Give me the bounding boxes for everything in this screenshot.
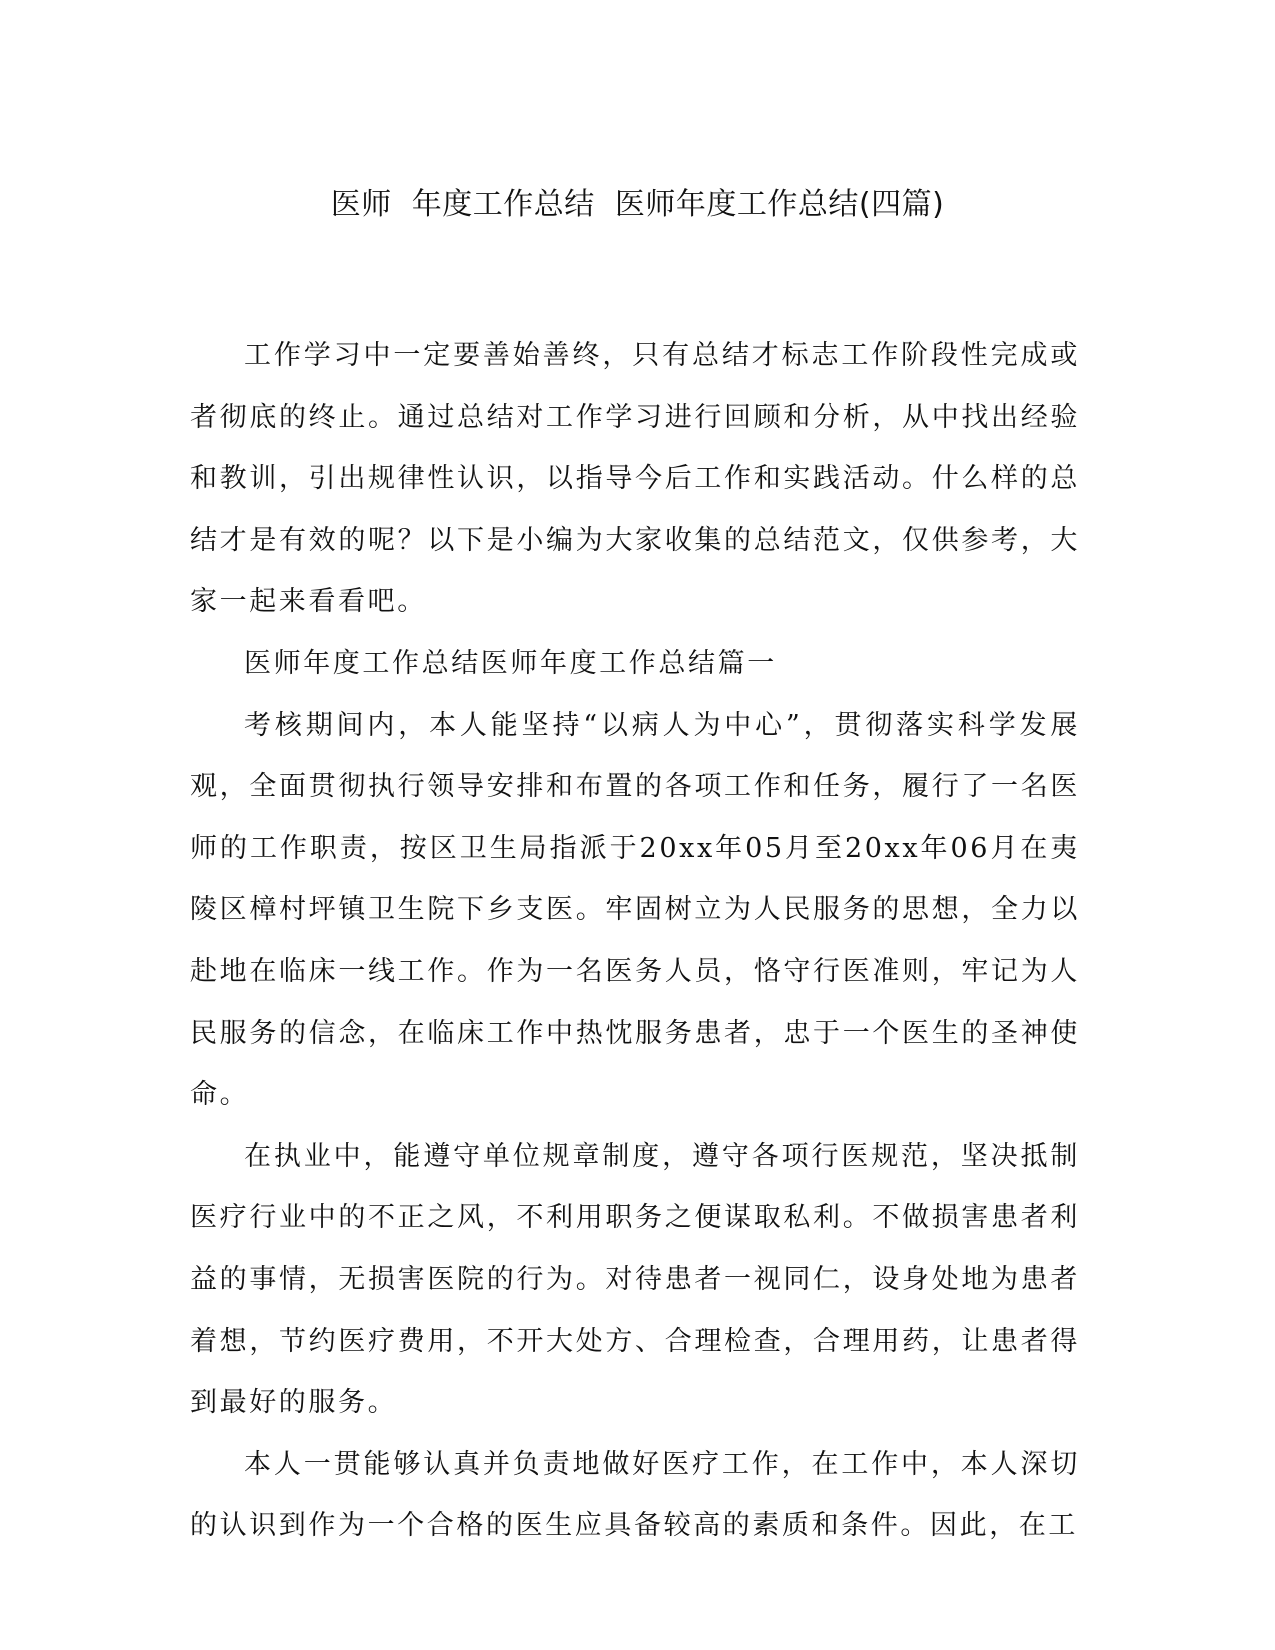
document-body [190,325,1080,1557]
paragraph-intro: 工作学习中一定要善始善终，只有总结才标志工作阶段性完成或者彻底的终止。通过总结对工作学习进行回顾和分析，从中找出经验和教训，引出规律性认识，以指导今后工作和实践活动。什么样的总结才是有效的呢？以下是小编为大家收集的总结范文，仅供参考，大家一起来看看吧。 [190,340,1080,618]
paragraph-assessment: 考核期间内，本人能坚持“以病人为中心”，贯彻落实科学发展观，全面贯彻执行领导安排和布置的各项工作和任务，履行了一名医师的工作职责，按区卫生局指派于20xx年05月至20xx年06月在夷陵区樟村坪镇卫生院下乡支医。牢固树立为人民服务的思想，全力以赴地在临床一线工作。作为一名医务人员，恪守行医准则，牢记为人民服务的信念，在临床工作中热忱服务患者，忠于一个医生的圣神使命。 [190,709,1080,1111]
section-heading: 医师年度工作总结医师年度工作总结篇一 [244,647,777,679]
paragraph-responsibility: 本人一贯能够认真并负责地做好医疗工作，在工作中，本人深切的认识到作为一个合格的医生应具备较高的素质和条件。因此，在工 [190,1448,1080,1542]
paragraph-practice: 在执业中，能遵守单位规章制度，遵守各项行医规范，坚决抵制医疗行业中的不正之风，不利用职务之便谋取私利。不做损害患者利益的事情，无损害医院的行为。对待患者一视同仁，设身处地为患者着想，节约医疗费用，不开大处方、合理检查，合理用药，让患者得到最好的服务。 [190,1140,1080,1419]
document-title: 医师 年度工作总结 医师年度工作总结(四篇) [330,187,945,222]
